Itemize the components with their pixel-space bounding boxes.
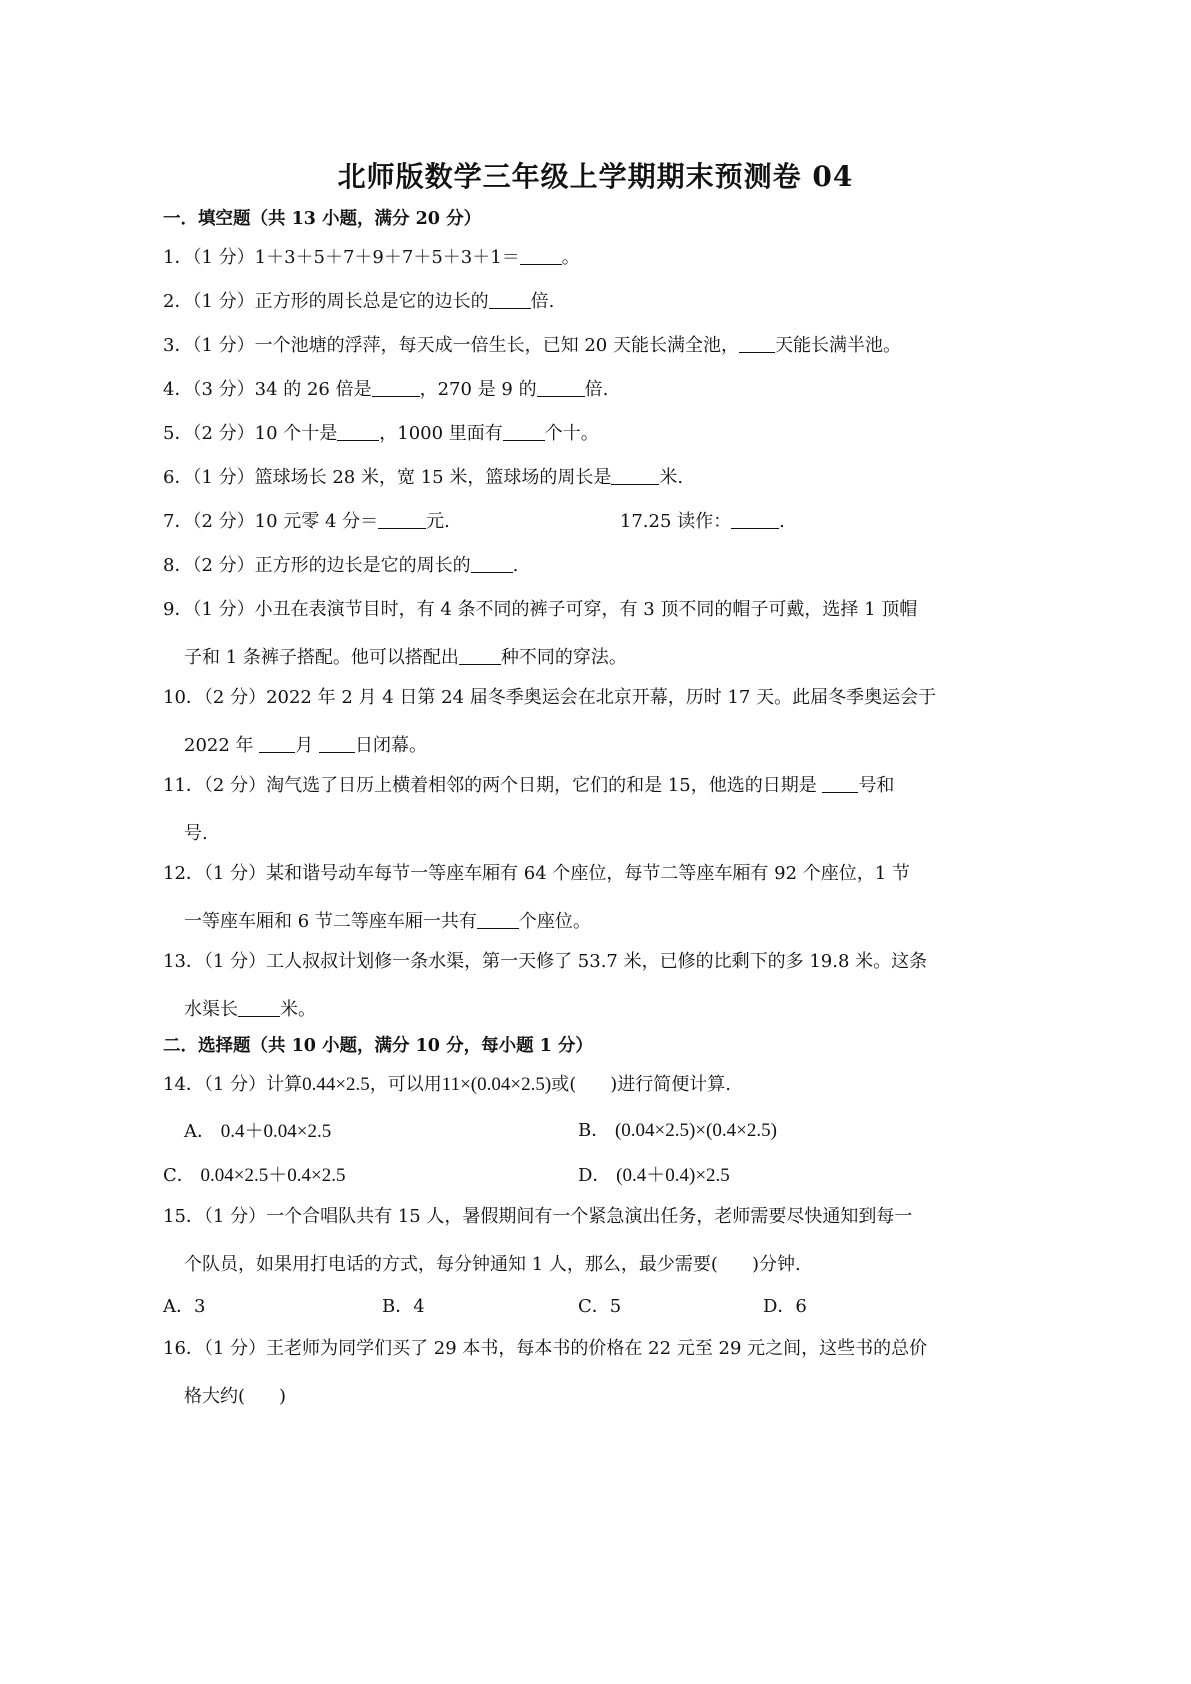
question-15: 15．（1 分）一个合唱队共有 15 人，暑假期间有一个紧急演出任务，老师需要尽快通知到每一 个队员，如果用打电话的方式，每分钟通知 1 人，那么，最少需要( )分钟.: [163, 1206, 913, 1275]
answer-blank[interactable]: [489, 289, 531, 309]
exam-title: 北师版数学三年级上学期期末预测卷 04: [337, 160, 854, 193]
question-6: 6．（1 分）篮球场长 28 米，宽 15 米，篮球场的周长是 米.: [163, 467, 684, 488]
question-5: 5．（2 分）10 个十是 ，1000 里面有 个十。: [163, 423, 599, 444]
q14-option-b[interactable]: B． (0.04×2.5)×(0.4×2.5): [578, 1120, 777, 1141]
question-1: 1．（1 分）1＋3＋5＋7＋9＋7＋5＋3＋1＝ 。: [163, 247, 580, 268]
answer-blank[interactable]: [459, 645, 501, 665]
q15-option-b[interactable]: B．4: [382, 1296, 425, 1317]
answer-blank[interactable]: [739, 333, 775, 353]
answer-blank[interactable]: [372, 377, 420, 397]
question-10: 10．（2 分）2022 年 2 月 4 日第 24 届冬季奥运会在北京开幕，历时 17 天。此届冬季奥运会于 2022 年 月 日闭幕。: [163, 687, 937, 756]
question-16: 16．（1 分）王老师为同学们买了 29 本书，每本书的价格在 22 元至 29 元之间，这些书的总价 格大约( ): [163, 1338, 928, 1407]
question-13: 13．（1 分）工人叔叔计划修一条水渠，第一天修了 53.7 米，已修的比剩下的多 19.8 米。这条 水渠长 米。: [163, 951, 928, 1020]
q14-option-d[interactable]: D． (0.4＋0.4)×2.5: [578, 1165, 730, 1186]
section-fill-blank-heading: 一．填空题（共 13 小题，满分 20 分）: [163, 209, 482, 229]
question-2: 2．（1 分）正方形的周长总是它的边长的 倍.: [163, 291, 555, 312]
question-3: 3．（1 分）一个池塘的浮萍，每天成一倍生长，已知 20 天能长满全池， 天能长满半池。: [163, 335, 901, 356]
q15-option-d[interactable]: D．6: [763, 1296, 807, 1317]
answer-blank[interactable]: [337, 421, 379, 441]
question-9: 9．（1 分）小丑在表演节目时，有 4 条不同的裤子可穿，有 3 顶不同的帽子可戴，选择 1 顶帽 子和 1 条裤子搭配。他可以搭配出 种不同的穿法。: [163, 599, 918, 668]
answer-blank[interactable]: [503, 421, 545, 441]
question-7: 7．（2 分）10 元零 4 分＝ 元. 17.25 读作： .: [163, 511, 785, 532]
q14-option-a[interactable]: A． 0.4＋0.04×2.5: [184, 1121, 332, 1142]
question-12: 12．（1 分）某和谐号动车每节一等座车厢有 64 个座位，每节二等座车厢有 92 个座位，1 节 一等座车厢和 6 节二等座车厢一共有 个座位。: [163, 863, 910, 932]
answer-blank[interactable]: [611, 465, 659, 485]
answer-blank[interactable]: [731, 509, 779, 529]
q15-option-c[interactable]: C．5: [578, 1296, 622, 1317]
answer-blank[interactable]: [259, 733, 295, 753]
question-8: 8．（2 分）正方形的边长是它的周长的 .: [163, 555, 519, 576]
section-choice-heading: 二．选择题（共 10 小题，满分 10 分，每小题 1 分）: [163, 1036, 593, 1056]
q14-option-c[interactable]: C． 0.04×2.5＋0.4×2.5: [163, 1165, 346, 1186]
answer-blank[interactable]: [477, 909, 519, 929]
answer-blank[interactable]: [520, 245, 562, 265]
answer-blank[interactable]: [471, 553, 513, 573]
answer-blank[interactable]: [537, 377, 585, 397]
answer-blank[interactable]: [319, 733, 355, 753]
question-4: 4．（3 分）34 的 26 倍是 ，270 是 9 的 倍.: [163, 379, 609, 400]
answer-blank[interactable]: [378, 509, 426, 529]
question-11: 11．（2 分）淘气选了日历上横着相邻的两个日期，它们的和是 15，他选的日期是 号和 号.: [163, 775, 895, 844]
answer-blank[interactable]: [822, 773, 858, 793]
answer-blank[interactable]: [238, 997, 280, 1017]
q15-option-a[interactable]: A．3: [163, 1296, 206, 1317]
question-14: 14．（1 分）计算0.44×2.5，可以用11×(0.04×2.5)或( )进行简便计算.: [163, 1074, 731, 1095]
